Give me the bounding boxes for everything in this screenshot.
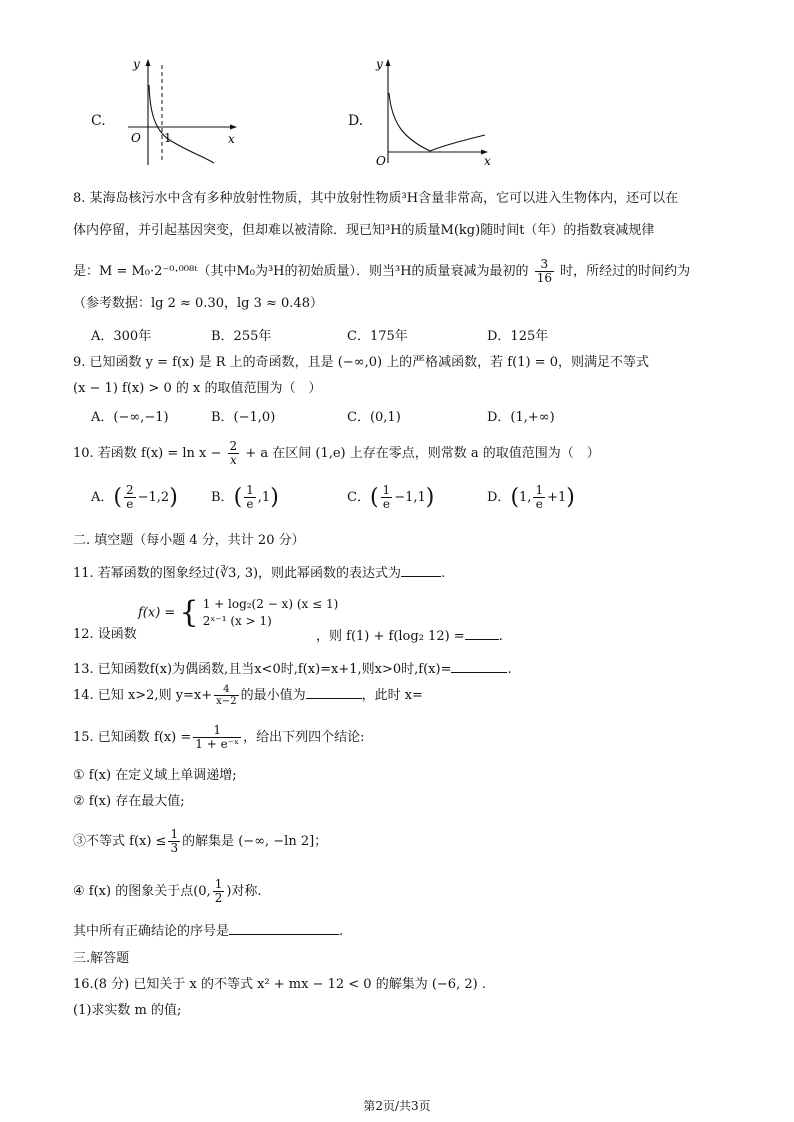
q9-line1: 9. 已知函数 y = f(x) 是 R 上的奇函数，且是 (−∞,0) 上的严格减函数，若 f(1) = 0，则满足不等式 <box>73 355 649 370</box>
q12-question: ，则 f(1) + f(log₂ 12) = . <box>316 625 503 647</box>
q15-conclusion-4: ④ f(x) 的图象关于点(0, $\frac{1}{2}$ )对称. <box>73 877 262 905</box>
q9-option-c: C．(0,1) <box>347 410 401 425</box>
q14-blank <box>306 684 362 699</box>
q15-conclusion-1: ① f(x) 在定义域上单调递增; <box>73 768 237 783</box>
q13-blank <box>451 658 507 673</box>
q12-label: 12. 设函数 <box>73 627 137 642</box>
q14: 14. 已知 x>2,则 y=x+ $\frac{4}{x-2}$ 的最小值为 ，此时 x= <box>73 684 423 707</box>
origin-label: O <box>131 131 141 145</box>
q8-option-c: C．175年 <box>347 329 408 344</box>
x-label: x <box>228 132 235 146</box>
q12-blank <box>465 625 499 640</box>
q9-line2: (x − 1) f(x) > 0 的 x 的取值范围为（ ） <box>73 381 322 396</box>
q8-line3-b: 时，所经过的时间约为 <box>560 264 691 279</box>
q9-option-b: B．(−1,0) <box>211 410 276 425</box>
q10-option-b: B．( $\frac{1}{e}$ ,1) <box>211 483 279 511</box>
option-d-label: D. <box>348 113 364 129</box>
q11-blank <box>401 562 441 577</box>
x-label: x <box>484 154 491 168</box>
page-footer: 第2页/共3页 <box>363 1099 431 1113</box>
y-axis-arrow <box>386 59 391 66</box>
q16-line1: 16.(8 分) 已知关于 x 的不等式 x² + mx − 12 < 0 的解集为 (−6, 2) . <box>73 977 486 992</box>
y-axis-arrow <box>146 59 151 66</box>
q8-option-a: A．300年 <box>91 329 152 344</box>
q15-blank <box>229 920 339 935</box>
q10-line1-b: + a 在区间 (1,e) 上存在零点，则常数 a 的取值范围为（ ） <box>245 446 600 461</box>
origin-label: O <box>376 154 386 168</box>
section-solve-title: 三.解答题 <box>73 951 130 966</box>
curve-d <box>389 93 485 151</box>
q16-line2: (1)求实数 m 的值; <box>73 1003 182 1018</box>
x-axis-arrow <box>230 125 237 130</box>
option-c-label: C. <box>91 113 106 129</box>
curve-c <box>149 85 214 163</box>
q10-fraction: $\frac{2}{x}$ <box>229 439 238 467</box>
q10-option-a: A．( $\frac{2}{e}$ −1,2) <box>91 483 178 511</box>
q9-option-d: D．(1,+∞) <box>487 410 555 425</box>
q8-option-b: B．255年 <box>211 329 272 344</box>
q15-summary: 其中所有正确结论的序号是 . <box>73 920 343 942</box>
graph-c <box>110 55 250 170</box>
q8-line1: 8. 某海岛核污水中含有多种放射性物质，其中放射性物质³H含量非常高，它可以进入生物体内，还可以在 <box>73 191 679 206</box>
q9-option-a: A．(−∞,−1) <box>91 410 169 425</box>
section-fill-in-title: 二. 填空题（每小题 4 分，共计 20 分） <box>73 533 305 548</box>
q8-line3 <box>73 258 690 285</box>
graph-d <box>370 55 500 170</box>
q8-option-d: D．125年 <box>487 329 549 344</box>
q10-option-c: C．( $\frac{1}{e}$ −1,1) <box>347 483 435 511</box>
q10-line1 <box>73 440 600 467</box>
q8-fraction: $\frac{3}{16}$ <box>536 257 552 285</box>
q12-piecewise: f(x) = { 1 + log₂(2 − x) (x ≤ 1) 2ˣ⁻¹ (x > 1) <box>138 595 339 630</box>
y-label: y <box>376 57 383 71</box>
q10-line1-a: 10. 若函数 f(x) = ln x − <box>73 446 222 461</box>
y-label: y <box>133 57 140 71</box>
q15-stem: 15. 已知函数 f(x) = $\frac{1}{\text{1 + e⁻ˣ}}$ ，给出下列四个结论: <box>73 723 365 751</box>
q8-line3-a: 是：M = M₀·2⁻⁰·⁰⁰⁸ᵗ（其中M₀为³H的初始质量）．则当³H的质量衰减为最初的 <box>73 264 529 279</box>
q8-line4: （参考数据：lg 2 ≈ 0.30，lg 3 ≈ 0.48） <box>73 296 323 311</box>
q8-line2: 体内停留，并引起基因突变，但却难以被清除．现已知³H的质量M(kg)随时间t（年）的指数衰减规律 <box>73 223 655 238</box>
q10-option-d: D．(1, $\frac{1}{e}$ +1) <box>487 483 575 511</box>
tick-1-label: 1 <box>164 131 172 145</box>
q11: 11. 若幂函数的图象经过(∛3, 3)，则此幂函数的表达式为 . <box>73 562 445 584</box>
q13: 13. 已知函数f(x)为偶函数,且当x<0时,f(x)=x+1,则x>0时,f(x)= . <box>73 658 512 680</box>
q15-conclusion-2: ② f(x) 存在最大值; <box>73 794 185 809</box>
q15-conclusion-3: ③不等式 f(x) ≤ $\frac{1}{3}$ 的解集是 (−∞, −ln 2]； <box>73 827 328 855</box>
